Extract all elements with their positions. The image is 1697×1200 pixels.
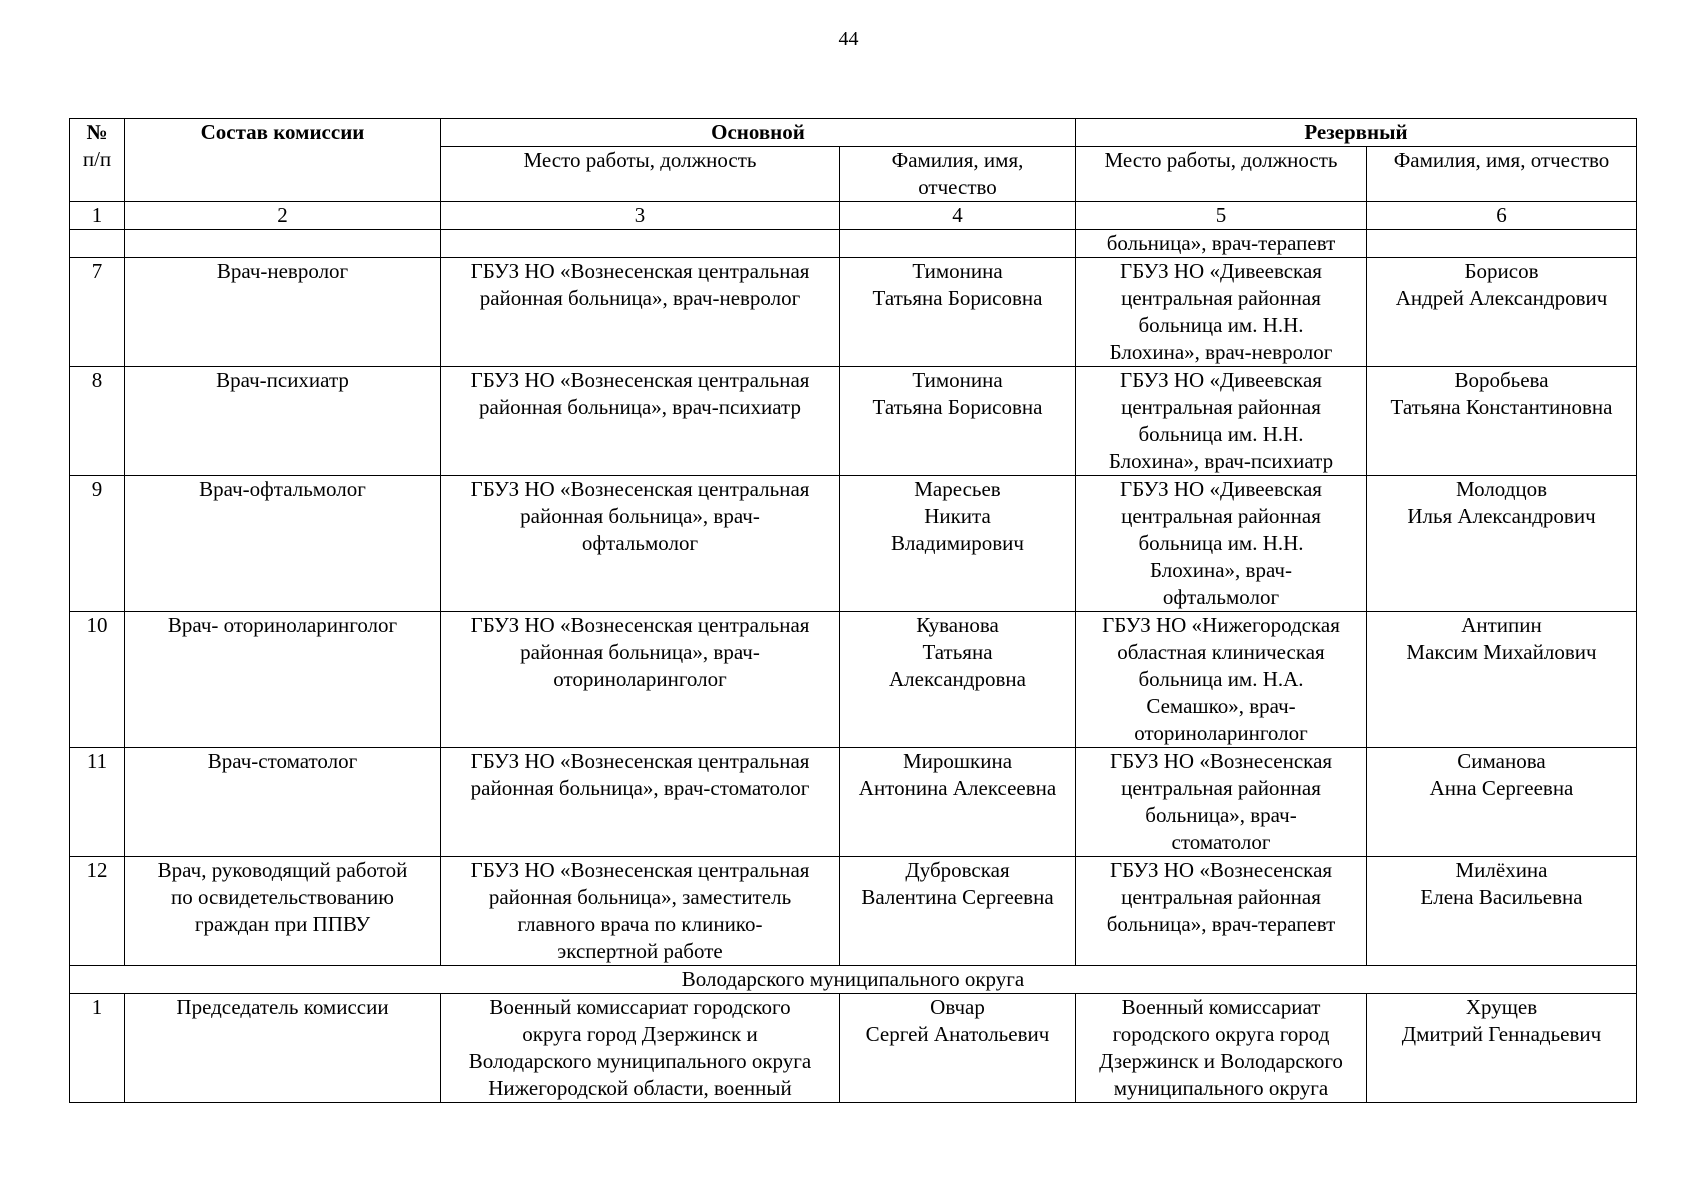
cell-role	[125, 857, 441, 966]
text-line: Тимонина	[912, 368, 1003, 392]
cell-reserve-name	[1367, 857, 1637, 966]
text-line: Дубровская	[905, 858, 1010, 882]
text-line: районная больница», врач-стоматолог	[470, 776, 810, 800]
text-line: Хрущев	[1465, 995, 1538, 1019]
column-number-row	[70, 202, 1637, 230]
text-line: Татьяна Борисовна	[872, 395, 1043, 419]
text-line: муниципального округа	[1113, 1076, 1329, 1100]
text-line: Овчар	[930, 995, 985, 1019]
cell-main-work	[441, 612, 840, 748]
text-line: центральная районная	[1121, 776, 1321, 800]
text-line: Илья Александрович	[1407, 504, 1596, 528]
cell-reserve-work	[1076, 994, 1367, 1103]
text-line: округа город Дзержинск и	[522, 1022, 758, 1046]
text-line: Борисов	[1464, 259, 1539, 283]
header-main-name-line: Фамилия, имя,	[891, 148, 1024, 172]
text-line: Воробьева	[1454, 368, 1549, 392]
section-title: Володарского муниципального округа	[70, 966, 1637, 994]
text-line: городского округа город	[1112, 1022, 1330, 1046]
header-main-name-line: отчество	[918, 175, 997, 199]
text-line: центральная районная	[1121, 286, 1321, 310]
text-line: ГБУЗ НО «Вознесенская центральная	[470, 368, 810, 392]
cell-main-name	[840, 476, 1076, 612]
cell-main-name	[840, 748, 1076, 857]
text-line: ГБУЗ НО «Вознесенская	[1109, 749, 1333, 773]
column-number: 1	[70, 202, 125, 230]
cell-num	[70, 230, 125, 258]
text-line: ГБУЗ НО «Нижегородская	[1102, 613, 1340, 637]
cell-main-work	[441, 857, 840, 966]
text-line: Никита	[924, 504, 991, 528]
text-line: Татьяна Константиновна	[1390, 395, 1613, 419]
cell-main-name	[840, 258, 1076, 367]
text-line: по освидетельствованию	[171, 885, 394, 909]
cell-num: 1	[70, 994, 125, 1103]
cell-reserve-work	[1076, 857, 1367, 966]
table-row	[70, 367, 1637, 476]
section-row	[70, 966, 1637, 994]
cell-reserve-name	[1367, 367, 1637, 476]
cell-main-name	[840, 857, 1076, 966]
cell-reserve-name	[1367, 994, 1637, 1103]
text-line: центральная районная	[1121, 885, 1321, 909]
table-row	[70, 857, 1637, 966]
text-line: Мирошкина	[902, 749, 1013, 773]
cell-reserve-work	[1076, 476, 1367, 612]
table-row	[70, 748, 1637, 857]
cell-reserve-work: больница», врач-терапевт	[1076, 230, 1367, 258]
text-line: оториноларинголог	[1134, 721, 1308, 745]
text-line: Татьяна Борисовна	[872, 286, 1043, 310]
cell-reserve-name	[1367, 748, 1637, 857]
text-line: ГБУЗ НО «Вознесенская центральная	[470, 613, 810, 637]
text-line: Семашко», врач-	[1146, 694, 1296, 718]
text-line: Тимонина	[912, 259, 1003, 283]
header-row-top	[70, 119, 1637, 147]
header-reserve: Резервный	[1076, 119, 1637, 147]
cell-num: 10	[70, 612, 125, 748]
cell-role	[125, 230, 441, 258]
cell-reserve-work	[1076, 612, 1367, 748]
text-line: больница им. Н.А.	[1138, 667, 1304, 691]
text-line: Нижегородской области, военный	[488, 1076, 792, 1100]
cell-main-work	[441, 230, 840, 258]
text-line: районная больница», врач-невролог	[479, 286, 801, 310]
text-line: больница», врач-	[1145, 803, 1297, 827]
text-line: районная больница», врач-психиатр	[479, 395, 801, 419]
text-line: ГБУЗ НО «Вознесенская	[1109, 858, 1333, 882]
cell-num: 11	[70, 748, 125, 857]
cell-reserve-name	[1367, 258, 1637, 367]
text-line: Валентина Сергеевна	[861, 885, 1054, 909]
cell-main-work	[441, 476, 840, 612]
header-num: № п/п	[70, 119, 125, 202]
cell-reserve-work	[1076, 258, 1367, 367]
commission-table	[69, 118, 1637, 1103]
text-line: ГБУЗ НО «Вознесенская центральная	[470, 749, 810, 773]
text-line: ГБУЗ НО «Дивеевская	[1120, 368, 1322, 392]
text-line: районная больница», врач-	[520, 640, 760, 664]
text-line: Блохина», врач-невролог	[1109, 340, 1333, 364]
cell-reserve-work	[1076, 367, 1367, 476]
text-line: офтальмолог	[1162, 585, 1280, 609]
text-line: Владимирович	[891, 531, 1024, 555]
text-line: больница им. Н.Н.	[1138, 531, 1304, 555]
text-line: Максим Михайлович	[1406, 640, 1597, 664]
cell-main-name	[840, 612, 1076, 748]
text-line: ГБУЗ НО «Дивеевская	[1120, 477, 1322, 501]
cell-main-name	[840, 367, 1076, 476]
text-line: главного врача по клинико-	[517, 912, 763, 936]
text-line: Андрей Александрович	[1395, 286, 1608, 310]
cell-reserve-name	[1367, 612, 1637, 748]
text-line: Дмитрий Геннадьевич	[1401, 1022, 1602, 1046]
text-line: больница», врач-терапевт	[1106, 912, 1336, 936]
text-line: Блохина», врач-	[1150, 558, 1292, 582]
cell-num: 12	[70, 857, 125, 966]
cell-main-work	[441, 367, 840, 476]
cell-reserve-name	[1367, 476, 1637, 612]
cell-main-name	[840, 994, 1076, 1103]
continuation-row	[70, 230, 1637, 258]
column-number: 2	[125, 202, 441, 230]
text-line: Татьяна	[922, 640, 993, 664]
text-line: Блохина», врач-психиатр	[1108, 449, 1334, 473]
text-line: областная клиническая	[1117, 640, 1325, 664]
table-row	[70, 612, 1637, 748]
column-number: 4	[840, 202, 1076, 230]
table-row	[70, 476, 1637, 612]
table-row	[70, 994, 1637, 1103]
text-line: Военный комиссариат городского	[489, 995, 791, 1019]
text-line: ГБУЗ НО «Вознесенская центральная	[470, 477, 810, 501]
cell-reserve-name	[1367, 230, 1637, 258]
header-role: Состав комиссии	[125, 119, 441, 202]
text-line: Дзержинск и Володарского	[1099, 1049, 1343, 1073]
cell-role: Врач-офтальмолог	[125, 476, 441, 612]
text-line: Антонина Алексеевна	[858, 776, 1057, 800]
column-number: 6	[1367, 202, 1637, 230]
cell-role: Врач- оториноларинголог	[125, 612, 441, 748]
table-row	[70, 258, 1637, 367]
text-line: стоматолог	[1171, 830, 1271, 854]
header-reserve-work: Место работы, должность	[1076, 147, 1367, 202]
text-line: Антипин	[1461, 613, 1542, 637]
cell-main-name	[840, 230, 1076, 258]
cell-main-work	[441, 258, 840, 367]
cell-main-work	[441, 994, 840, 1103]
text-line: оториноларинголог	[553, 667, 727, 691]
text-line: больница им. Н.Н.	[1138, 313, 1304, 337]
header-main-work: Место работы, должность	[441, 147, 840, 202]
text-line: Милёхина	[1455, 858, 1548, 882]
text-line: центральная районная	[1121, 395, 1321, 419]
text-line: Военный комиссариат	[1121, 995, 1321, 1019]
cell-role: Врач-невролог	[125, 258, 441, 367]
text-line: Куванова	[916, 613, 999, 637]
cell-role: Председатель комиссии	[125, 994, 441, 1103]
text-line: граждан при ППВУ	[194, 912, 371, 936]
text-line: Симанова	[1457, 749, 1546, 773]
text-line: Сергей Анатольевич	[865, 1022, 1050, 1046]
cell-main-work	[441, 748, 840, 857]
text-line: центральная районная	[1121, 504, 1321, 528]
text-line: ГБУЗ НО «Дивеевская	[1120, 259, 1322, 283]
cell-num: 9	[70, 476, 125, 612]
column-number: 3	[441, 202, 840, 230]
header-main-name	[840, 147, 1076, 202]
text-line: Анна Сергеевна	[1429, 776, 1574, 800]
text-line: ГБУЗ НО «Вознесенская центральная	[470, 858, 810, 882]
column-number: 5	[1076, 202, 1367, 230]
cell-role: Врач-стоматолог	[125, 748, 441, 857]
cell-num: 8	[70, 367, 125, 476]
text-line: районная больница», врач-	[520, 504, 760, 528]
text-line: районная больница», заместитель	[488, 885, 792, 909]
text-line: экспертной работе	[557, 939, 723, 963]
header-main: Основной	[441, 119, 1076, 147]
header-reserve-name: Фамилия, имя, отчество	[1367, 147, 1637, 202]
text-line: Молодцов	[1455, 477, 1548, 501]
text-line: Александровна	[889, 667, 1026, 691]
text-line: Врач, руководящий работой	[157, 858, 408, 882]
text-line: ГБУЗ НО «Вознесенская центральная	[470, 259, 810, 283]
cell-role: Врач-психиатр	[125, 367, 441, 476]
text-line: Маресьев	[914, 477, 1001, 501]
text-line: Володарского муниципального округа	[468, 1049, 812, 1073]
cell-num: 7	[70, 258, 125, 367]
text-line: офтальмолог	[581, 531, 699, 555]
text-line: Елена Васильевна	[1420, 885, 1583, 909]
page-number: 44	[838, 28, 859, 50]
cell-reserve-work	[1076, 748, 1367, 857]
text-line: больница им. Н.Н.	[1138, 422, 1304, 446]
